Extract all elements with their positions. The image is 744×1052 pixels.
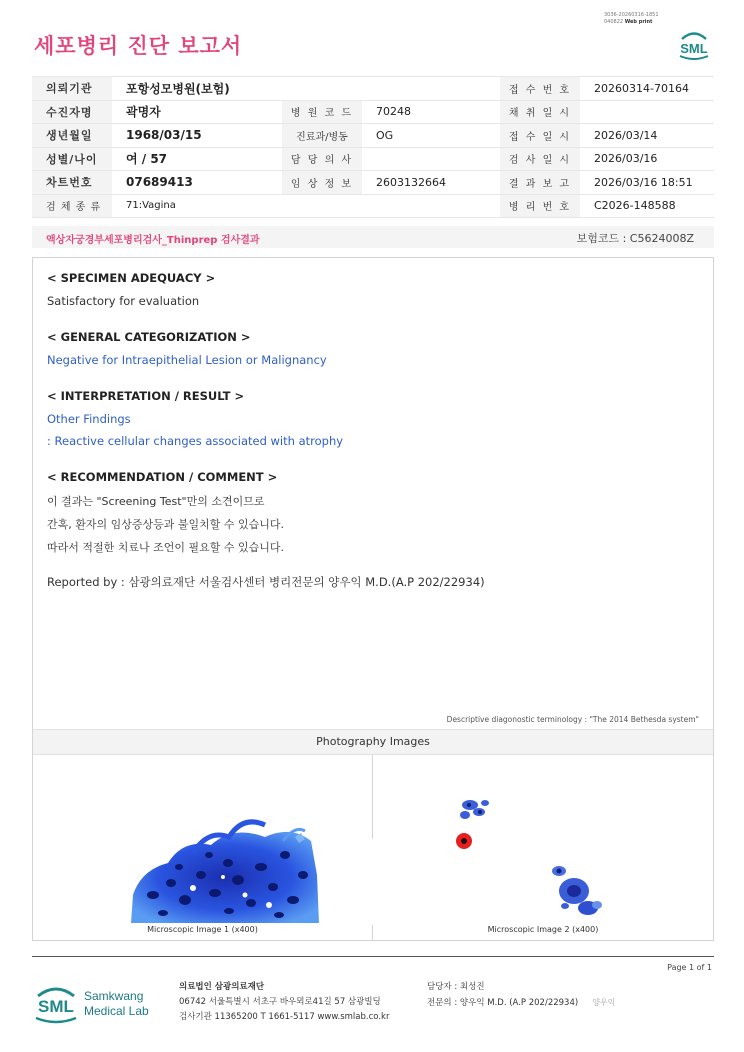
interpretation-line1: Other Findings [47, 412, 131, 426]
print-id [604, 12, 659, 26]
recommendation-line3: 따라서 적절한 치료나 조언이 필요할 수 있습니다. [47, 541, 284, 554]
value-birth-date: 1968/03/15 [112, 124, 282, 148]
specimen-adequacy-heading: < SPECIMEN ADEQUACY > [47, 271, 216, 285]
corporation-contact: 검사기관 11365200 T 1661-5117 www.smlab.co.kr [179, 1012, 390, 1022]
general-categorization-text: Negative for Intraepithelial Lesion or Malignancy [47, 353, 327, 367]
report-title: 세포병리 진단 보고서 [34, 34, 243, 58]
value-receipt-no: 20260314-70164 [580, 77, 714, 101]
general-categorization-heading: < GENERAL CATEGORIZATION > [47, 330, 251, 344]
logo-top-text: SML [680, 41, 708, 56]
label-test-date: 검 사 일 시 [500, 147, 580, 171]
info-row [32, 124, 714, 148]
label-receipt-no: 접 수 번 호 [500, 77, 580, 101]
insurance-code: 보험코드 : C5624008Z [576, 232, 694, 245]
photo-cell-1 [33, 755, 373, 940]
corporation-address: 06742 서울특별시 서초구 바우뫼로41길 57 삼광빌딩 [179, 997, 381, 1007]
value-department: OG [362, 124, 500, 148]
value-result-report: 2026/03/16 18:51 [580, 171, 714, 195]
label-pathology-no: 병 리 번 호 [500, 194, 580, 218]
label-department: 진료과/병동 [282, 124, 362, 148]
interpretation-line2: : Reactive cellular changes associated with atrophy [47, 434, 344, 448]
label-birth-date: 생년월일 [32, 124, 112, 148]
microscopic-image-1 [33, 755, 373, 925]
label-chart-no: 차트번호 [32, 171, 112, 195]
recommendation-line1: 이 결과는 "Screening Test"만의 소견이므로 [47, 495, 265, 508]
specimen-adequacy-text: Satisfactory for evaluation [47, 294, 200, 308]
recommendation-heading: < RECOMMENDATION / COMMENT > [47, 470, 278, 484]
value-chart-no: 07689413 [112, 171, 282, 195]
label-result-report: 결 과 보 고 [500, 171, 580, 195]
sml-logo-top [674, 26, 714, 60]
microscopic-image-2 [373, 755, 713, 925]
info-row [32, 147, 714, 171]
label-requesting-org: 의뢰기관 [32, 77, 112, 101]
label-sex-age: 성별/나이 [32, 147, 112, 171]
value-sex-age: 여 / 57 [112, 147, 282, 171]
staff-in-charge: 담당자 : 최성진 [427, 982, 485, 992]
staff-info [427, 980, 615, 1011]
page-number: Page 1 of 1 [667, 963, 712, 972]
info-row [32, 171, 714, 195]
value-physician [362, 147, 500, 171]
value-requesting-org: 포항성모병원(보험) [112, 77, 500, 101]
exam-bar [32, 226, 714, 248]
label-specimen-type: 검 체 종 류 [32, 194, 112, 218]
exam-title: 액상자궁경부세포병리검사_Thinprep 검사결과 [46, 235, 260, 246]
photo-cell-2 [373, 755, 713, 940]
result-box [32, 257, 714, 941]
value-collection-date [580, 100, 714, 124]
label-patient-name: 수진자명 [32, 100, 112, 124]
reported-by: Reported by : 삼광의료재단 서울검사센터 병리전문의 양우익 M.D.(A.P 202/22934) [47, 575, 485, 589]
image2-caption: Microscopic Image 2 (x400) [487, 925, 599, 934]
logo-bottom-line2: Medical Lab [84, 1004, 149, 1018]
corporation-name: 의료법인 삼광의료재단 [179, 982, 265, 992]
label-collection-date: 채 취 일 시 [500, 100, 580, 124]
print-id-num: 040822 [604, 19, 624, 25]
sml-logo-bottom [34, 980, 164, 1026]
label-receipt-date: 접 수 일 시 [500, 124, 580, 148]
value-test-date: 2026/03/16 [580, 147, 714, 171]
info-row [32, 77, 714, 101]
image1-caption: Microscopic Image 1 (x400) [147, 925, 258, 934]
web-print-label: Web print [624, 19, 653, 25]
interpretation-heading: < INTERPRETATION / RESULT > [47, 389, 245, 403]
footer-divider [32, 956, 714, 957]
specialist-doctor: 전문의 : 양우익 M.D. (A.P 202/22934) [427, 998, 579, 1008]
terminology-note: Descriptive diagonostic terminology : "The 2014 Bethesda system" [446, 715, 699, 724]
info-row [32, 100, 714, 124]
label-clinical-info: 임 상 정 보 [282, 171, 362, 195]
print-id-line1: 3036-20260316-1851 [604, 12, 659, 18]
doctor-signature: 양우익 [592, 998, 616, 1007]
label-hospital-code: 병 원 코 드 [282, 100, 362, 124]
patient-info-table [32, 76, 714, 218]
photography-heading: Photography Images [33, 729, 713, 755]
info-row [32, 194, 714, 218]
value-clinical-info: 2603132664 [362, 171, 500, 195]
value-hospital-code: 70248 [362, 100, 500, 124]
label-physician: 담 당 의 사 [282, 147, 362, 171]
value-patient-name: 곽명자 [112, 100, 282, 124]
logo-bottom-mark: SML [38, 997, 74, 1016]
value-receipt-date: 2026/03/14 [580, 124, 714, 148]
logo-bottom-line1: Samkwang [84, 989, 144, 1003]
value-pathology-no: C2026-148588 [580, 194, 714, 218]
value-specimen-type: 71:Vagina [112, 194, 500, 218]
corporation-info [179, 980, 389, 1025]
recommendation-line2: 간혹, 환자의 임상증상등과 불일치할 수 있습니다. [47, 518, 284, 531]
